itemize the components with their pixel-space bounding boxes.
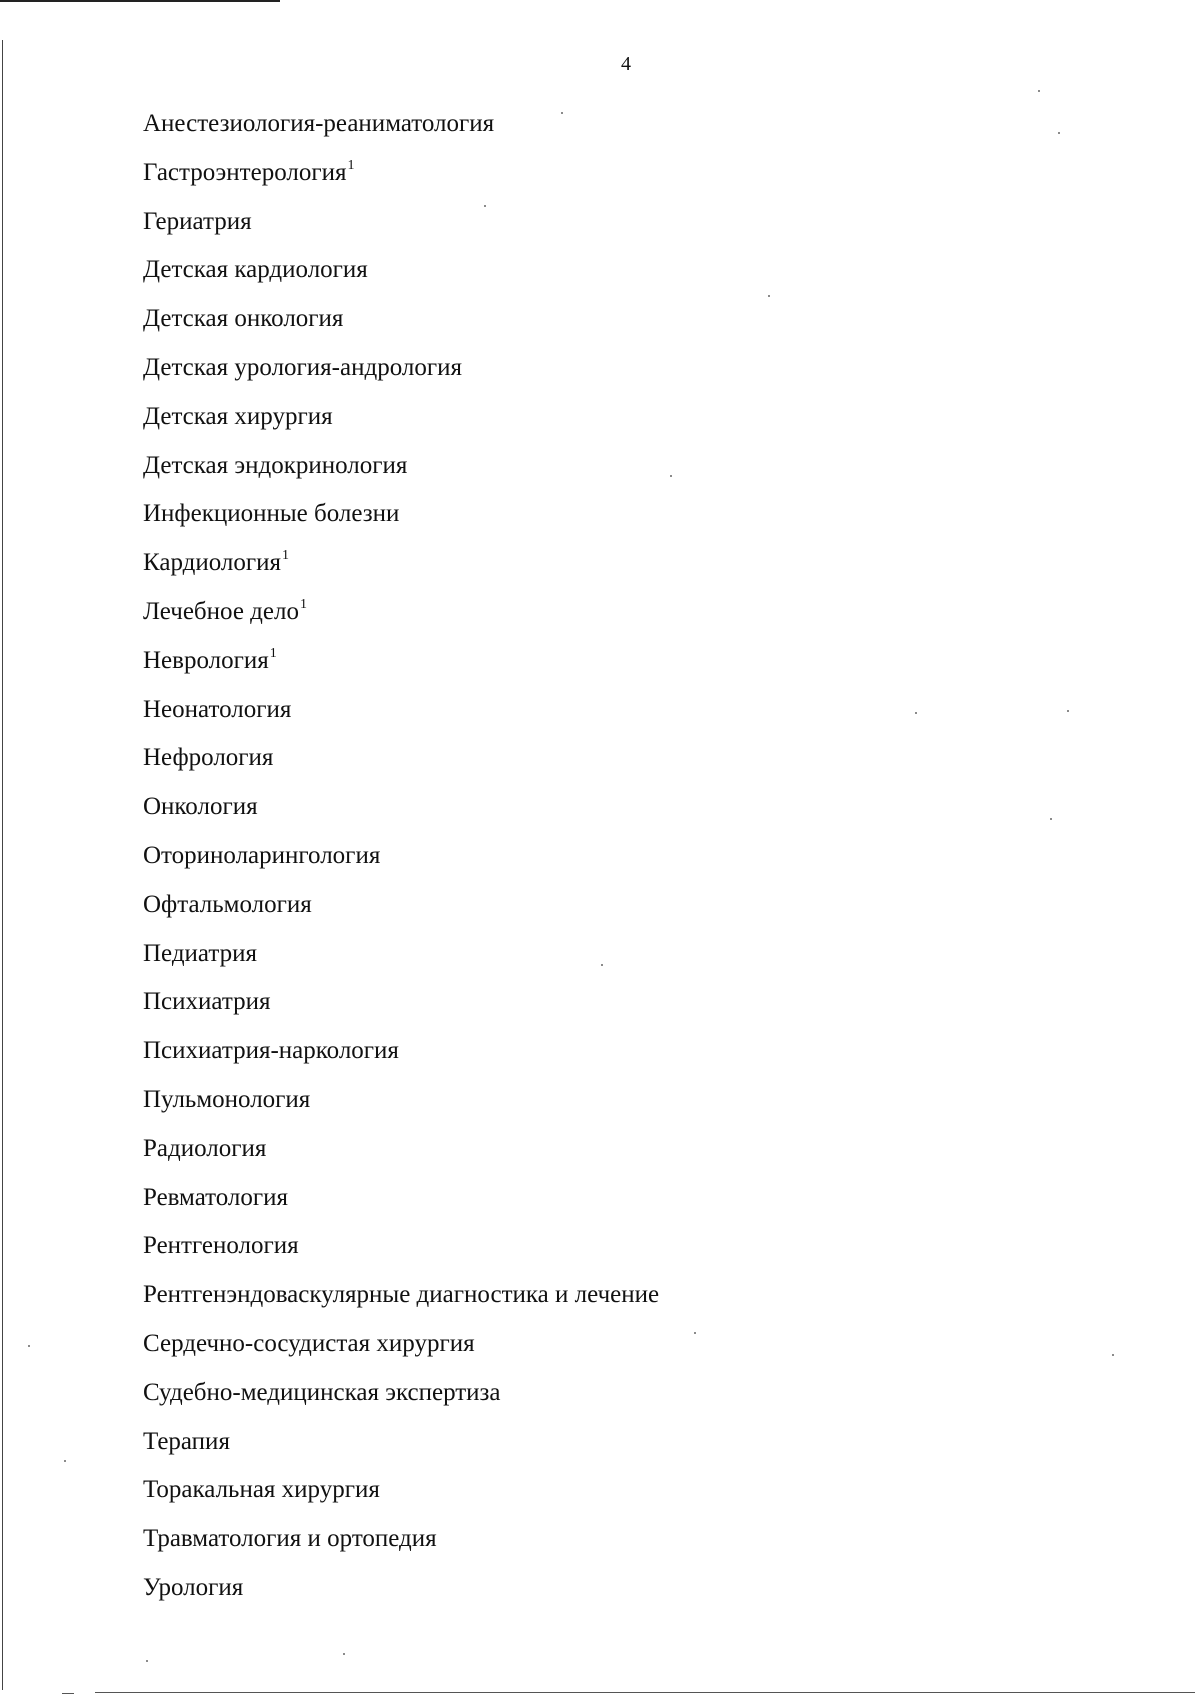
specialty-item [143,1033,659,1082]
specialty-name: Урология [143,1573,244,1601]
scan-speck [670,475,672,477]
specialty-name: Детская хирургия [143,402,333,430]
specialty-name: Ревматология [143,1183,289,1211]
scan-speck [343,1653,345,1655]
scan-speck [768,295,770,297]
specialty-item [143,1131,659,1180]
specialty-name: Терапия [143,1427,230,1455]
specialty-name: Анестезиология-реаниматология [143,110,495,137]
specialty-name: Пульмонология [143,1085,311,1113]
specialty-name: Нефрология [143,744,274,772]
specialty-item [143,399,659,448]
footnote-marker: 1 [299,596,307,612]
specialty-item [143,204,659,253]
specialty-name: Лечебное дело [143,597,299,625]
specialty-item [143,643,659,692]
footnote-marker: 1 [347,157,355,173]
page-number: 4 [621,53,631,75]
specialty-name: Торакальная хирургия [143,1476,380,1504]
specialty-name: Сердечно-сосудистая хирургия [143,1329,475,1357]
specialty-name: Травматология и ортопедия [143,1525,437,1553]
specialty-item [143,155,659,204]
specialty-name: Инфекционные болезни [143,500,400,528]
scan-speck [1050,818,1052,820]
specialty-item [143,887,659,936]
specialty-name: Радиология [143,1134,267,1162]
specialty-item [143,1472,659,1521]
specialty-list [143,106,659,1619]
specialty-name: Детская онкология [143,305,344,333]
specialty-item [143,1180,659,1229]
scan-speck [28,1345,30,1347]
specialty-item [143,692,659,741]
specialty-name: Рентгенэндоваскулярные диагностика и лечение [143,1281,660,1309]
specialty-name: Педиатрия [143,939,257,967]
specialty-item [143,545,659,594]
specialty-name: Гериатрия [143,207,252,235]
specialty-item [143,1277,659,1326]
specialty-item [143,740,659,789]
specialty-item [143,1521,659,1570]
specialty-item [143,252,659,301]
specialty-item [143,1228,659,1277]
scan-speck [1067,710,1069,712]
scan-speck [484,205,486,207]
specialty-item [143,789,659,838]
scan-speck [1058,132,1060,134]
specialty-name: Психиатрия-наркология [143,1037,399,1065]
specialty-name: Детская кардиология [143,256,368,284]
specialty-item [143,301,659,350]
specialty-item [143,350,659,399]
specialty-name: Гастроэнтерология [143,158,347,186]
top-border-line [0,0,280,2]
specialty-item [143,1082,659,1131]
specialty-name: Кардиология [143,549,281,577]
bottom-border-line [95,1692,1195,1693]
specialty-name: Судебно-медицинская экспертиза [143,1378,501,1406]
specialty-name: Онкология [143,793,258,821]
scan-speck [601,964,603,966]
specialty-item [143,838,659,887]
specialty-name: Детская эндокринология [143,451,408,479]
specialty-item [143,1326,659,1375]
scan-speck [561,112,563,114]
scan-speck [146,1660,148,1662]
scan-speck [694,1332,696,1334]
specialty-name: Неврология [143,646,269,674]
scan-speck [1038,90,1040,92]
specialty-item [143,984,659,1033]
scan-speck [915,712,917,714]
specialty-item [143,496,659,545]
specialty-name: Детская урология-андрология [143,353,462,381]
specialty-item [143,1570,659,1619]
specialty-name: Рентгенология [143,1232,299,1260]
footnote-marker: 1 [269,645,277,661]
specialty-item [143,106,659,155]
scan-speck [1112,1354,1114,1356]
specialty-name: Психиатрия [143,988,271,1016]
specialty-item [143,594,659,643]
left-border-line [2,40,3,1690]
specialty-item [143,1375,659,1424]
specialty-item [143,448,659,497]
specialty-name: Оториноларингология [143,841,381,869]
specialty-name: Неонатология [143,695,292,723]
specialty-item [143,1424,659,1473]
specialty-name: Офтальмология [143,890,312,918]
bottom-border-tick [62,1693,74,1694]
scan-speck [64,1460,66,1462]
footnote-marker: 1 [282,548,289,564]
specialty-item [143,936,659,985]
